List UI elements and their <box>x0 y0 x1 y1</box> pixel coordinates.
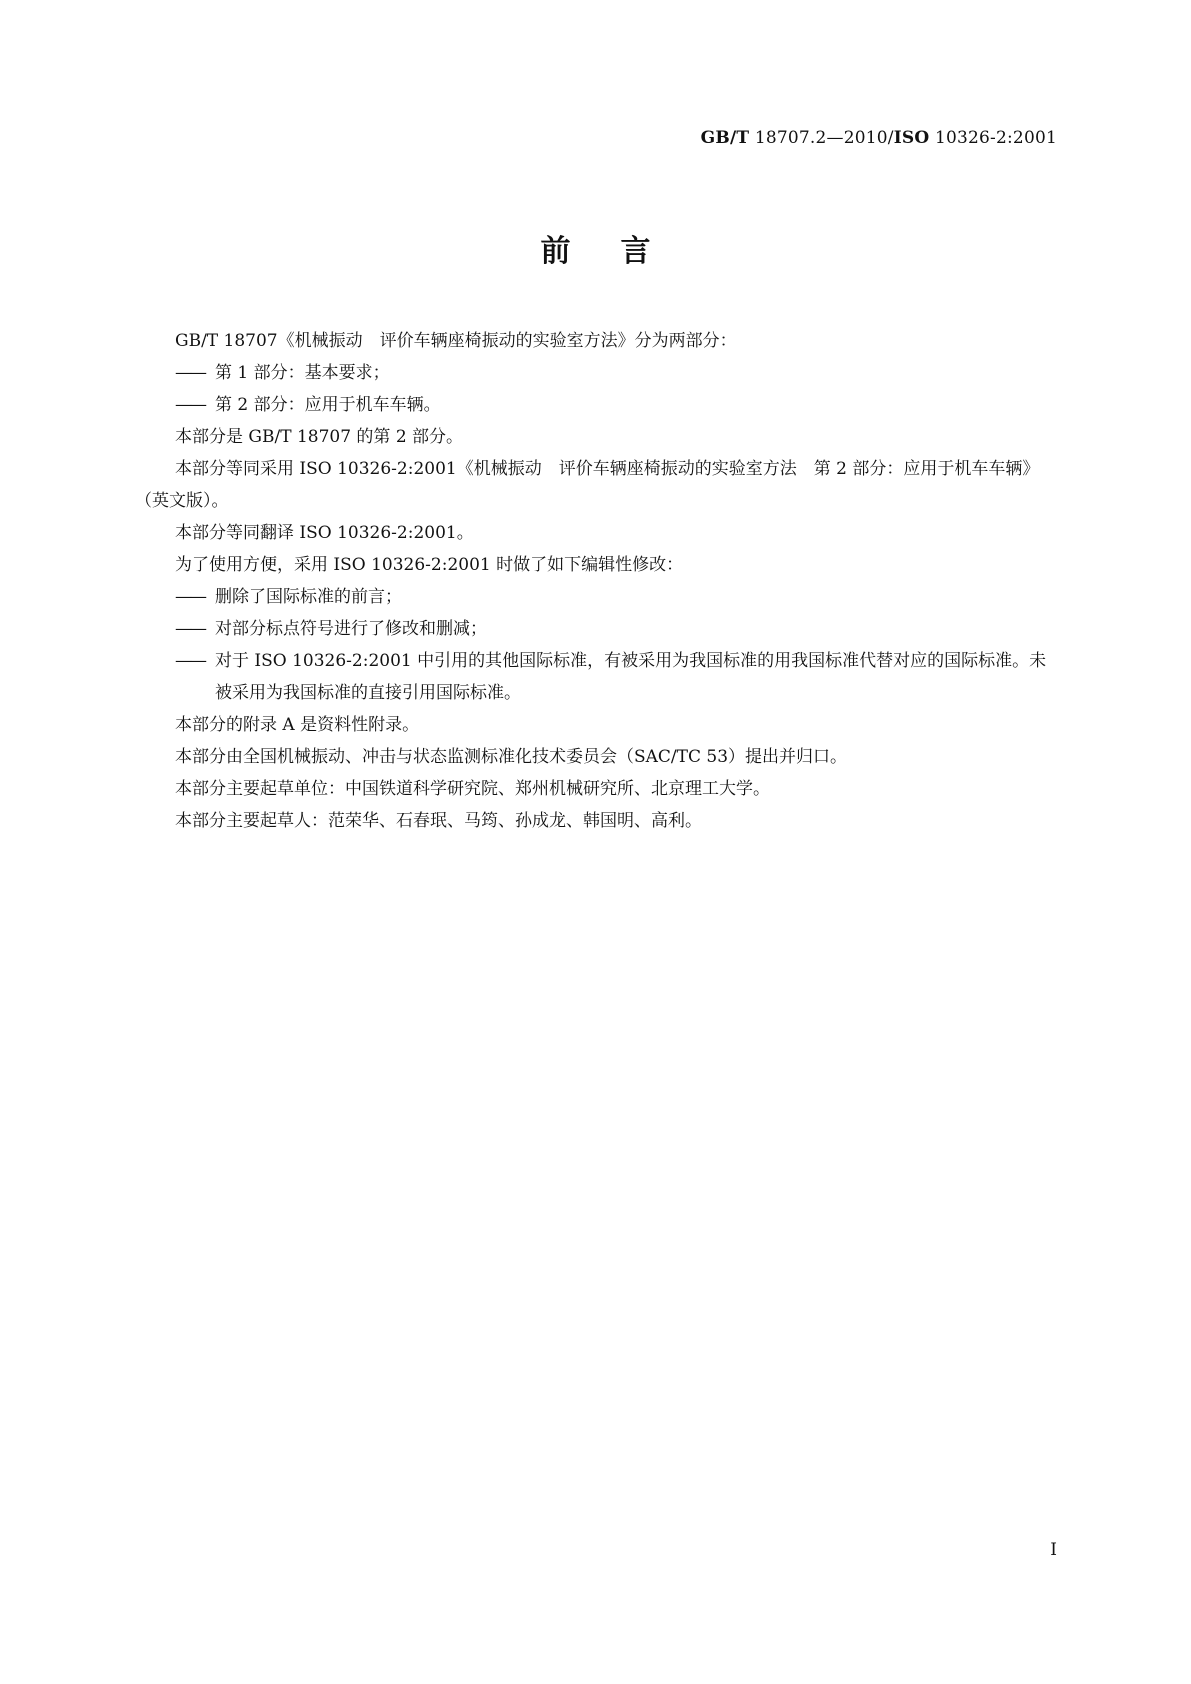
paragraph: 本部分主要起草单位：中国铁道科学研究院、郑州机械研究所、北京理工大学。 <box>175 779 770 799</box>
dash-mark: —— <box>175 395 205 415</box>
page-number: I <box>1050 1540 1057 1560</box>
dash-mark: —— <box>175 651 205 671</box>
paragraph: 本部分是 GB/T 18707 的第 2 部分。 <box>175 427 464 447</box>
foreword-body <box>135 325 1056 837</box>
standard-code-number: 18707.2—2010/ <box>749 128 894 148</box>
dash-item-text: 对部分标点符号进行了修改和删减； <box>215 619 487 639</box>
paragraph: GB/T 18707《机械振动 评价车辆座椅振动的实验室方法》分为两部分： <box>175 331 737 351</box>
standard-code-iso-number: 10326-2:2001 <box>929 128 1057 148</box>
dash-item <box>135 357 1056 389</box>
dash-item-text: 对于 ISO 10326-2:2001 中引用的其他国际标准，有被采用为我国标准的用我国标准代替对应的国际标准。未被采用为我国标准的直接引用国际标准。 <box>215 651 1047 703</box>
dash-item-text: 第 2 部分：应用于机车车辆。 <box>215 395 441 415</box>
paragraph: 为了使用方便，采用 ISO 10326-2:2001 时做了如下编辑性修改： <box>175 555 684 575</box>
dash-mark: —— <box>175 587 205 607</box>
standard-code <box>701 128 1057 148</box>
dash-mark: —— <box>175 619 205 639</box>
standard-code-prefix: GB/T <box>700 128 750 148</box>
dash-mark: —— <box>175 363 205 383</box>
paragraph: 本部分等同翻译 ISO 10326-2:2001。 <box>175 523 474 543</box>
paragraph: 本部分由全国机械振动、冲击与状态监测标准化技术委员会（SAC/TC 53）提出并归口。 <box>175 747 848 767</box>
dash-item <box>135 581 1056 613</box>
standard-code-iso: ISO <box>893 128 930 148</box>
dash-item-text: 删除了国际标准的前言； <box>215 587 402 607</box>
dash-item-text: 第 1 部分：基本要求； <box>215 363 390 383</box>
paragraph: 本部分主要起草人：范荣华、石春珉、马筠、孙成龙、韩国明、高利。 <box>175 811 702 831</box>
page-title: 前言 <box>540 234 701 269</box>
dash-item <box>135 389 1056 421</box>
dash-item <box>135 613 1056 645</box>
dash-item <box>135 645 1056 709</box>
paragraph: 本部分等同采用 ISO 10326-2:2001《机械振动 评价车辆座椅振动的实验室方法 第 2 部分：应用于机车车辆》（英文版）。 <box>135 459 1040 511</box>
paragraph: 本部分的附录 A 是资料性附录。 <box>175 715 420 735</box>
